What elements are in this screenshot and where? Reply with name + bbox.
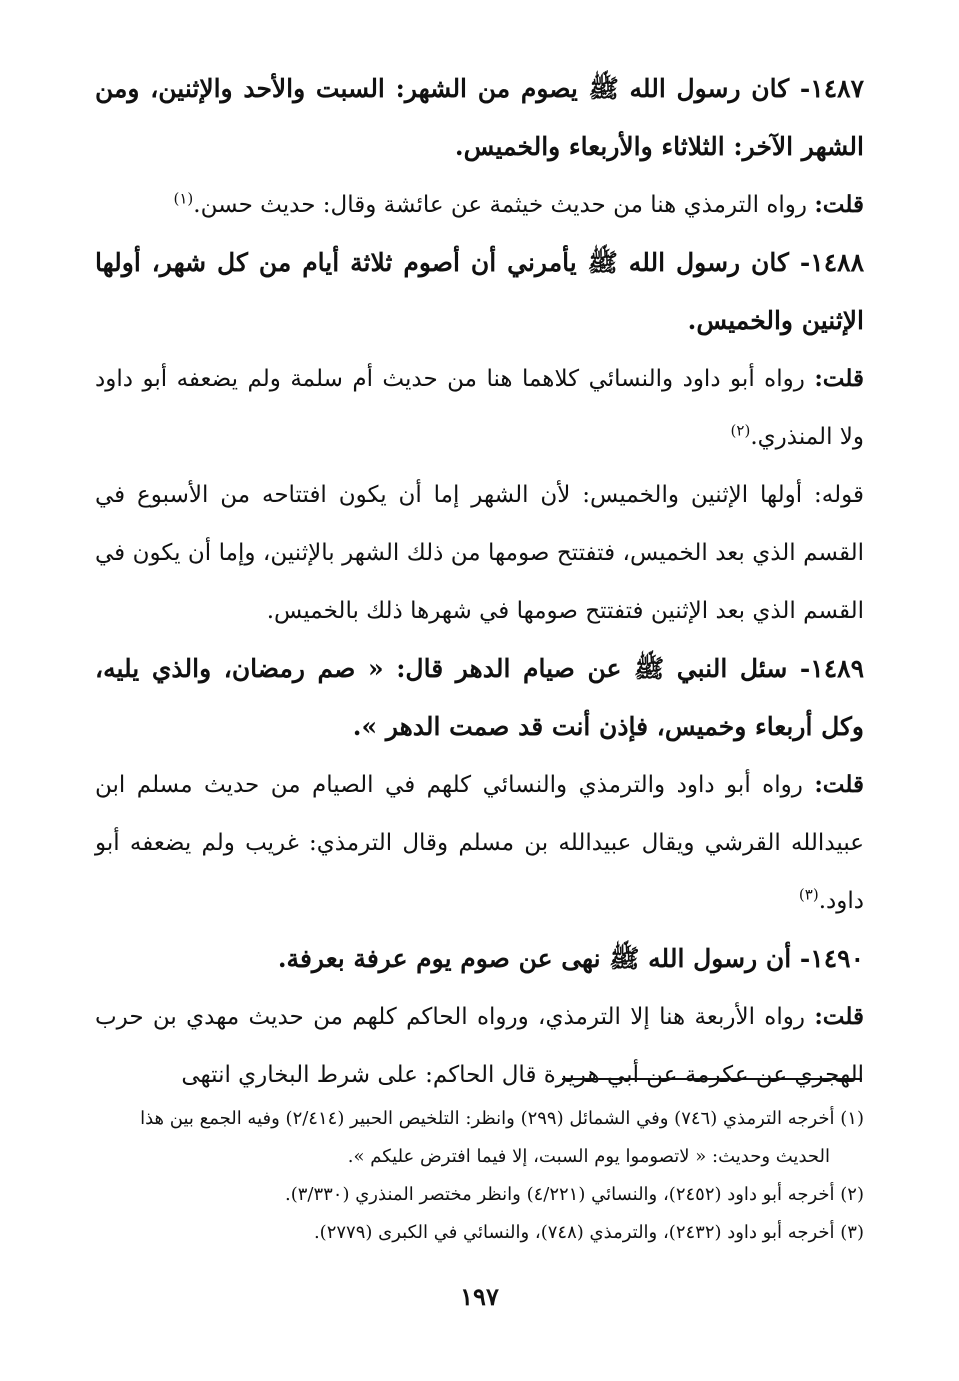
note-1490 <box>95 988 864 1104</box>
hadith-1489: ١٤٨٩- سئل النبي ﷺ عن صيام الدهر قال: « صم رمضان، والذي يليه، وكل أربعاء وخميس، فإذن أنت قد صمت الدهر ». <box>95 654 864 741</box>
note-label: قلت: <box>814 191 864 218</box>
footnote-ref-3: (٣) <box>798 885 819 904</box>
footnote-ref-2: (٢) <box>730 421 751 440</box>
hadith-1490: ١٤٩٠- أن رسول الله ﷺ نهى عن صوم يوم عرفة بعرفة. <box>277 944 864 973</box>
commentary-1488: قوله: أولها الإثنين والخميس: لأن الشهر إما أن يكون افتتاحه من الأسبوع في القسم الذي بعد الخميس، فتفتتح صومها من ذلك الشهر بالإثنين، وإما أن يكون في القسم الذي بعد الإثنين فتفتتح صومها في شهرها ذلك بالخميس. <box>95 482 864 624</box>
note-label: قلت: <box>814 365 864 392</box>
note-1489 <box>95 756 864 930</box>
hadith-1487: ١٤٨٧- كان رسول الله ﷺ يصوم من الشهر: السبت والأحد والإثنين، ومن الشهر الآخر: الثلاثاء والأربعاء والخميس. <box>95 74 864 161</box>
footnote-separator <box>562 1078 862 1080</box>
footnote-1-continuation: الحديث وحديث: « لاتصوموا يوم السبت، إلا فيما افترض عليكم ». <box>347 1146 830 1167</box>
note-label: قلت: <box>814 771 864 798</box>
page-number: ١٩٧ <box>460 1282 499 1311</box>
note-text: رواه الترمذي هنا من حديث خيثمة عن عائشة وقال: حديث حسن. <box>193 192 807 218</box>
footnotes <box>95 1100 864 1252</box>
footnote-2: (٢) أخرجه أبو داود (٢٤٥٢)، والنسائي (٤/٢٢١) وانظر مختصر المنذري (٣/٣٣٠). <box>284 1184 864 1205</box>
note-text: رواه الأربعة هنا إلا الترمذي، ورواه الحاكم كلهم من حديث مهدي بن حرب الهجري عن عكرمة عن أبي هريرة قال الحاكم: على شرط البخاري انتهى <box>95 1004 864 1088</box>
note-1488 <box>95 350 864 466</box>
footnote-3: (٣) أخرجه أبو داود (٢٤٣٢)، والترمذي (٧٤٨)، والنسائي في الكبرى (٢٧٧٩). <box>313 1222 864 1243</box>
note-text: رواه أبو داود والترمذي والنسائي كلهم في الصيام من حديث مسلم ابن عبيدالله القرشي ويقال عبيدالله بن مسلم وقال الترمذي: غريب ولم يضعفه أبو داود. <box>95 772 864 914</box>
note-label: قلت: <box>814 1003 864 1030</box>
footnote-1: (١) أخرجه الترمذي (٧٤٦) وفي الشمائل (٢٩٩) وانظر: التلخيص الحبير (٢/٤١٤) وفيه الجمع بين هذا <box>140 1108 864 1129</box>
footnote-ref-1: (١) <box>173 189 194 208</box>
note-1487 <box>95 176 864 234</box>
note-text: رواه أبو داود والنسائي كلاهما هنا من حديث أم سلمة ولم يضعفه أبو داود ولا المنذري. <box>95 366 864 450</box>
hadith-1488: ١٤٨٨- كان رسول الله ﷺ يأمرني أن أصوم ثلاثة أيام من كل شهر، أولها الإثنين والخميس. <box>95 248 864 335</box>
